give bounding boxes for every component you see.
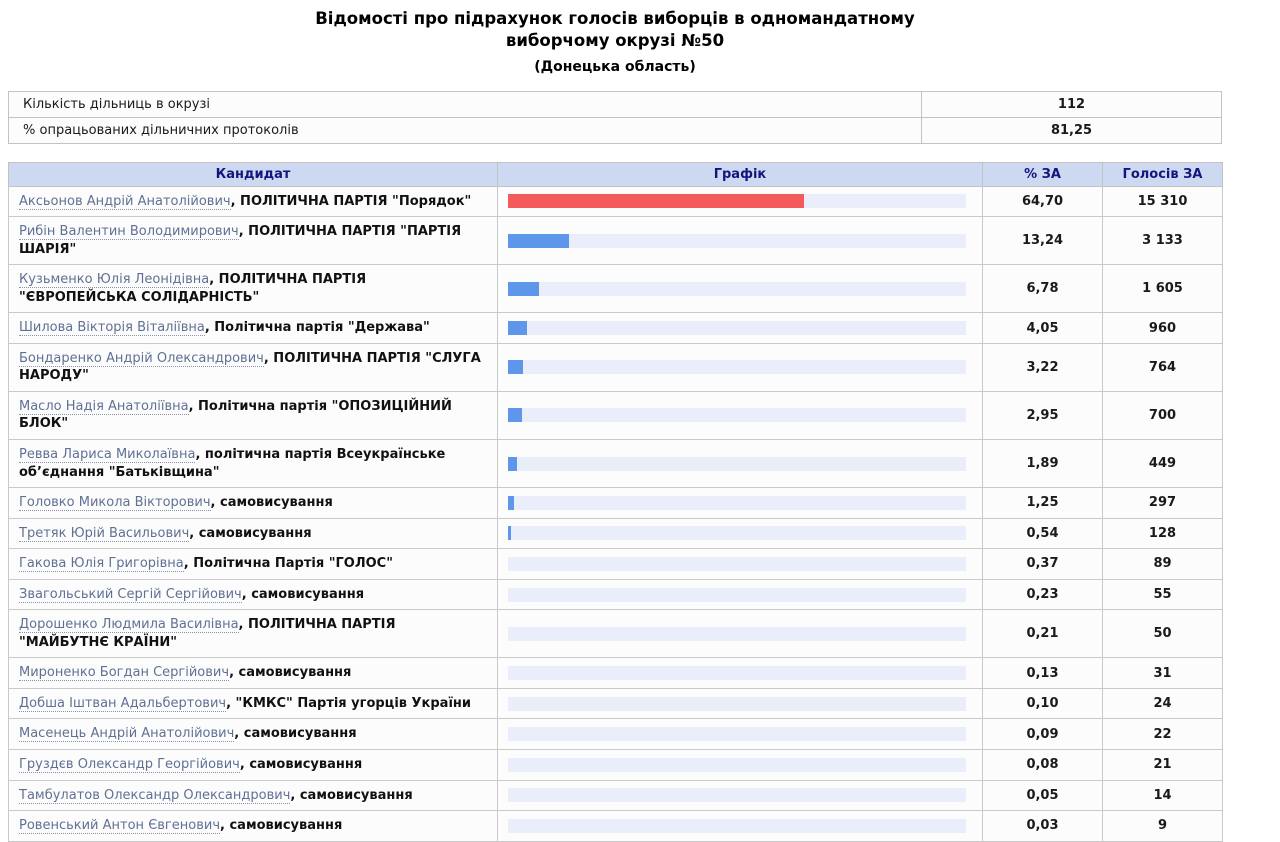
table-row xyxy=(9,343,1223,391)
table-row xyxy=(9,719,1223,750)
candidate-party: , Політична партія "Держава" xyxy=(204,320,430,336)
votes-cell: 22 xyxy=(1103,719,1223,750)
votes-cell: 3 133 xyxy=(1103,217,1223,265)
chart-cell xyxy=(498,440,983,488)
candidate-cell xyxy=(9,610,498,658)
candidate-cell xyxy=(9,549,498,580)
candidate-link[interactable]: Ровенський Антон Євгенович xyxy=(19,818,221,834)
candidate-link[interactable]: Гакова Юлія Григорівна xyxy=(19,556,184,572)
chart-cell xyxy=(498,750,983,781)
votes-cell: 24 xyxy=(1103,688,1223,719)
page xyxy=(8,8,1222,842)
bar-track xyxy=(508,194,966,208)
column-header-votes: Голосів ЗА xyxy=(1103,162,1223,186)
votes-cell: 31 xyxy=(1103,658,1223,689)
candidate-cell xyxy=(9,750,498,781)
summary-table xyxy=(8,91,1222,144)
summary-value: 81,25 xyxy=(922,117,1222,143)
candidate-party: , самовисування xyxy=(189,525,312,541)
bar-track xyxy=(508,697,966,711)
summary-label: Кількість дільниць в окрузі xyxy=(9,91,922,117)
votes-cell: 1 605 xyxy=(1103,265,1223,313)
column-header-chart: Графік xyxy=(498,162,983,186)
chart-cell xyxy=(498,488,983,519)
chart-cell xyxy=(498,265,983,313)
percent-cell: 0,13 xyxy=(983,658,1103,689)
percent-cell: 0,03 xyxy=(983,811,1103,842)
percent-cell: 3,22 xyxy=(983,343,1103,391)
votes-cell: 15 310 xyxy=(1103,186,1223,217)
candidate-party: , самовисування xyxy=(239,757,363,773)
candidate-cell xyxy=(9,688,498,719)
candidate-party: , ПОЛІТИЧНА ПАРТІЯ "СЛУГА НАРОДУ" xyxy=(19,350,481,384)
table-row xyxy=(9,488,1223,519)
bar-track xyxy=(508,627,966,641)
summary-value: 112 xyxy=(922,91,1222,117)
candidate-party: , "КМКС" Партія угорців України xyxy=(226,695,471,711)
votes-cell: 700 xyxy=(1103,391,1223,439)
votes-cell: 14 xyxy=(1103,780,1223,811)
bar-track xyxy=(508,557,966,571)
table-row xyxy=(9,811,1223,842)
candidate-link[interactable]: Мироненко Богдан Сергійович xyxy=(19,665,230,681)
candidate-cell xyxy=(9,658,498,689)
results-header xyxy=(9,162,1223,186)
candidate-link[interactable]: Добша Іштван Адальбертович xyxy=(19,695,227,711)
candidate-party: , самовисування xyxy=(234,726,357,742)
candidate-cell xyxy=(9,719,498,750)
bar-track xyxy=(508,666,966,680)
bar-fill xyxy=(508,360,523,374)
percent-cell: 1,89 xyxy=(983,440,1103,488)
candidate-cell xyxy=(9,265,498,313)
candidate-cell xyxy=(9,488,498,519)
votes-cell: 128 xyxy=(1103,518,1223,549)
percent-cell: 64,70 xyxy=(983,186,1103,217)
chart-cell xyxy=(498,811,983,842)
bar-track xyxy=(508,727,966,741)
candidate-party: , політична партія Всеукраїнське об’єднання "Батьківщина" xyxy=(19,447,446,480)
votes-cell: 9 xyxy=(1103,811,1223,842)
bar-track xyxy=(508,282,966,296)
summary-row xyxy=(9,117,1222,143)
candidate-party: , самовисування xyxy=(290,787,413,803)
table-row xyxy=(9,658,1223,689)
results-table xyxy=(8,162,1223,842)
candidate-link[interactable]: Масло Надія Анатоліївна xyxy=(19,398,189,414)
percent-cell: 0,05 xyxy=(983,780,1103,811)
votes-cell: 960 xyxy=(1103,313,1223,344)
column-header-percent: % ЗА xyxy=(983,162,1103,186)
table-row xyxy=(9,549,1223,580)
percent-cell: 0,09 xyxy=(983,719,1103,750)
chart-cell xyxy=(498,688,983,719)
chart-cell xyxy=(498,610,983,658)
percent-cell: 2,95 xyxy=(983,391,1103,439)
candidate-cell xyxy=(9,440,498,488)
candidate-party: , ПОЛІТИЧНА ПАРТІЯ "ЄВРОПЕЙСЬКА СОЛІДАРНІСТЬ" xyxy=(19,272,367,305)
percent-cell: 0,10 xyxy=(983,688,1103,719)
percent-cell: 0,08 xyxy=(983,750,1103,781)
candidate-cell xyxy=(9,811,498,842)
candidate-link[interactable]: Тамбулатов Олександр Олександрович xyxy=(19,787,291,803)
table-row xyxy=(9,391,1223,439)
bar-track xyxy=(508,321,966,335)
candidate-party: , Політична партія "ОПОЗИЦІЙНИЙ БЛОК" xyxy=(19,398,452,432)
table-row xyxy=(9,688,1223,719)
table-row xyxy=(9,313,1223,344)
candidate-cell xyxy=(9,518,498,549)
chart-cell xyxy=(498,549,983,580)
votes-cell: 50 xyxy=(1103,610,1223,658)
bar-fill xyxy=(508,234,569,248)
chart-cell xyxy=(498,658,983,689)
table-row xyxy=(9,440,1223,488)
bar-fill xyxy=(508,526,511,540)
bar-fill xyxy=(508,408,522,422)
bar-track xyxy=(508,819,966,833)
candidate-cell xyxy=(9,780,498,811)
candidate-link[interactable]: Груздєв Олександр Георгійович xyxy=(19,757,240,773)
percent-cell: 4,05 xyxy=(983,313,1103,344)
candidate-cell xyxy=(9,579,498,610)
table-row xyxy=(9,610,1223,658)
percent-cell: 0,21 xyxy=(983,610,1103,658)
votes-cell: 764 xyxy=(1103,343,1223,391)
percent-cell: 1,25 xyxy=(983,488,1103,519)
chart-cell xyxy=(498,186,983,217)
candidate-link[interactable]: Аксьонов Андрій Анатолійович xyxy=(19,193,231,209)
candidate-party: , Політична Партія "ГОЛОС" xyxy=(183,556,393,572)
candidate-link[interactable]: Ревва Лариса Миколаївна xyxy=(19,447,196,462)
bar-track xyxy=(508,788,966,802)
candidate-party: , самовисування xyxy=(210,495,333,511)
bar-track xyxy=(508,758,966,772)
bar-fill xyxy=(508,496,514,510)
table-row xyxy=(9,780,1223,811)
votes-cell: 55 xyxy=(1103,579,1223,610)
summary-row xyxy=(9,91,1222,117)
summary-tbody xyxy=(9,91,1222,143)
candidate-cell xyxy=(9,343,498,391)
table-row xyxy=(9,265,1223,313)
candidate-cell xyxy=(9,186,498,217)
candidate-link[interactable]: Звагольський Сергій Сергійович xyxy=(19,586,242,602)
chart-cell xyxy=(498,343,983,391)
candidate-cell xyxy=(9,391,498,439)
candidate-cell xyxy=(9,313,498,344)
percent-cell: 6,78 xyxy=(983,265,1103,313)
candidate-link[interactable]: Шилова Вікторія Віталіївна xyxy=(19,320,205,336)
table-row xyxy=(9,750,1223,781)
bar-fill xyxy=(508,321,527,335)
candidate-link[interactable]: Кузьменко Юлія Леонідівна xyxy=(19,272,210,288)
bar-track xyxy=(508,360,966,374)
candidate-party: , самовисування xyxy=(220,818,343,834)
bar-track xyxy=(508,234,966,248)
bar-fill xyxy=(508,194,804,208)
chart-cell xyxy=(498,518,983,549)
bar-track xyxy=(508,408,966,422)
candidate-link[interactable]: Дорошенко Людмила Василівна xyxy=(19,617,239,633)
percent-cell: 0,23 xyxy=(983,579,1103,610)
candidate-party: , ПОЛІТИЧНА ПАРТІЯ "Порядок" xyxy=(230,193,472,209)
chart-cell xyxy=(498,719,983,750)
percent-cell: 13,24 xyxy=(983,217,1103,265)
chart-cell xyxy=(498,780,983,811)
percent-cell: 0,37 xyxy=(983,549,1103,580)
column-header-candidate: Кандидат xyxy=(9,162,498,186)
candidate-link[interactable]: Третяк Юрій Васильович xyxy=(19,525,190,541)
candidate-cell xyxy=(9,217,498,265)
bar-track xyxy=(508,526,966,540)
table-row xyxy=(9,186,1223,217)
table-row xyxy=(9,579,1223,610)
votes-cell: 21 xyxy=(1103,750,1223,781)
bar-track xyxy=(508,457,966,471)
bar-fill xyxy=(508,282,539,296)
chart-cell xyxy=(498,313,983,344)
page-subtitle: (Донецька область) xyxy=(534,58,696,75)
votes-cell: 89 xyxy=(1103,549,1223,580)
votes-cell: 297 xyxy=(1103,488,1223,519)
summary-label: % опрацьованих дільничних протоколів xyxy=(9,117,922,143)
candidate-link[interactable]: Рибін Валентин Володимирович xyxy=(19,224,239,240)
votes-cell: 449 xyxy=(1103,440,1223,488)
candidate-link[interactable]: Бондаренко Андрій Олександрович xyxy=(19,350,264,366)
candidate-party: , ПОЛІТИЧНА ПАРТІЯ "МАЙБУТНЄ КРАЇНИ" xyxy=(19,617,396,650)
table-row xyxy=(9,217,1223,265)
candidate-party: , самовисування xyxy=(241,586,365,602)
bar-track xyxy=(508,588,966,602)
results-tbody xyxy=(9,186,1223,841)
candidate-link[interactable]: Головко Микола Вікторович xyxy=(19,495,211,511)
candidate-party: , ПОЛІТИЧНА ПАРТІЯ "ПАРТІЯ ШАРІЯ" xyxy=(19,224,462,257)
bar-fill xyxy=(508,457,517,471)
candidate-link[interactable]: Масенець Андрій Анатолійович xyxy=(19,726,235,742)
chart-cell xyxy=(498,391,983,439)
chart-cell xyxy=(498,217,983,265)
table-row xyxy=(9,518,1223,549)
page-title: Відомості про підрахунок голосів виборців в одномандатному виборчому окрузі №50 xyxy=(315,9,915,51)
bar-track xyxy=(508,496,966,510)
chart-cell xyxy=(498,579,983,610)
candidate-party: , самовисування xyxy=(229,665,352,681)
percent-cell: 0,54 xyxy=(983,518,1103,549)
